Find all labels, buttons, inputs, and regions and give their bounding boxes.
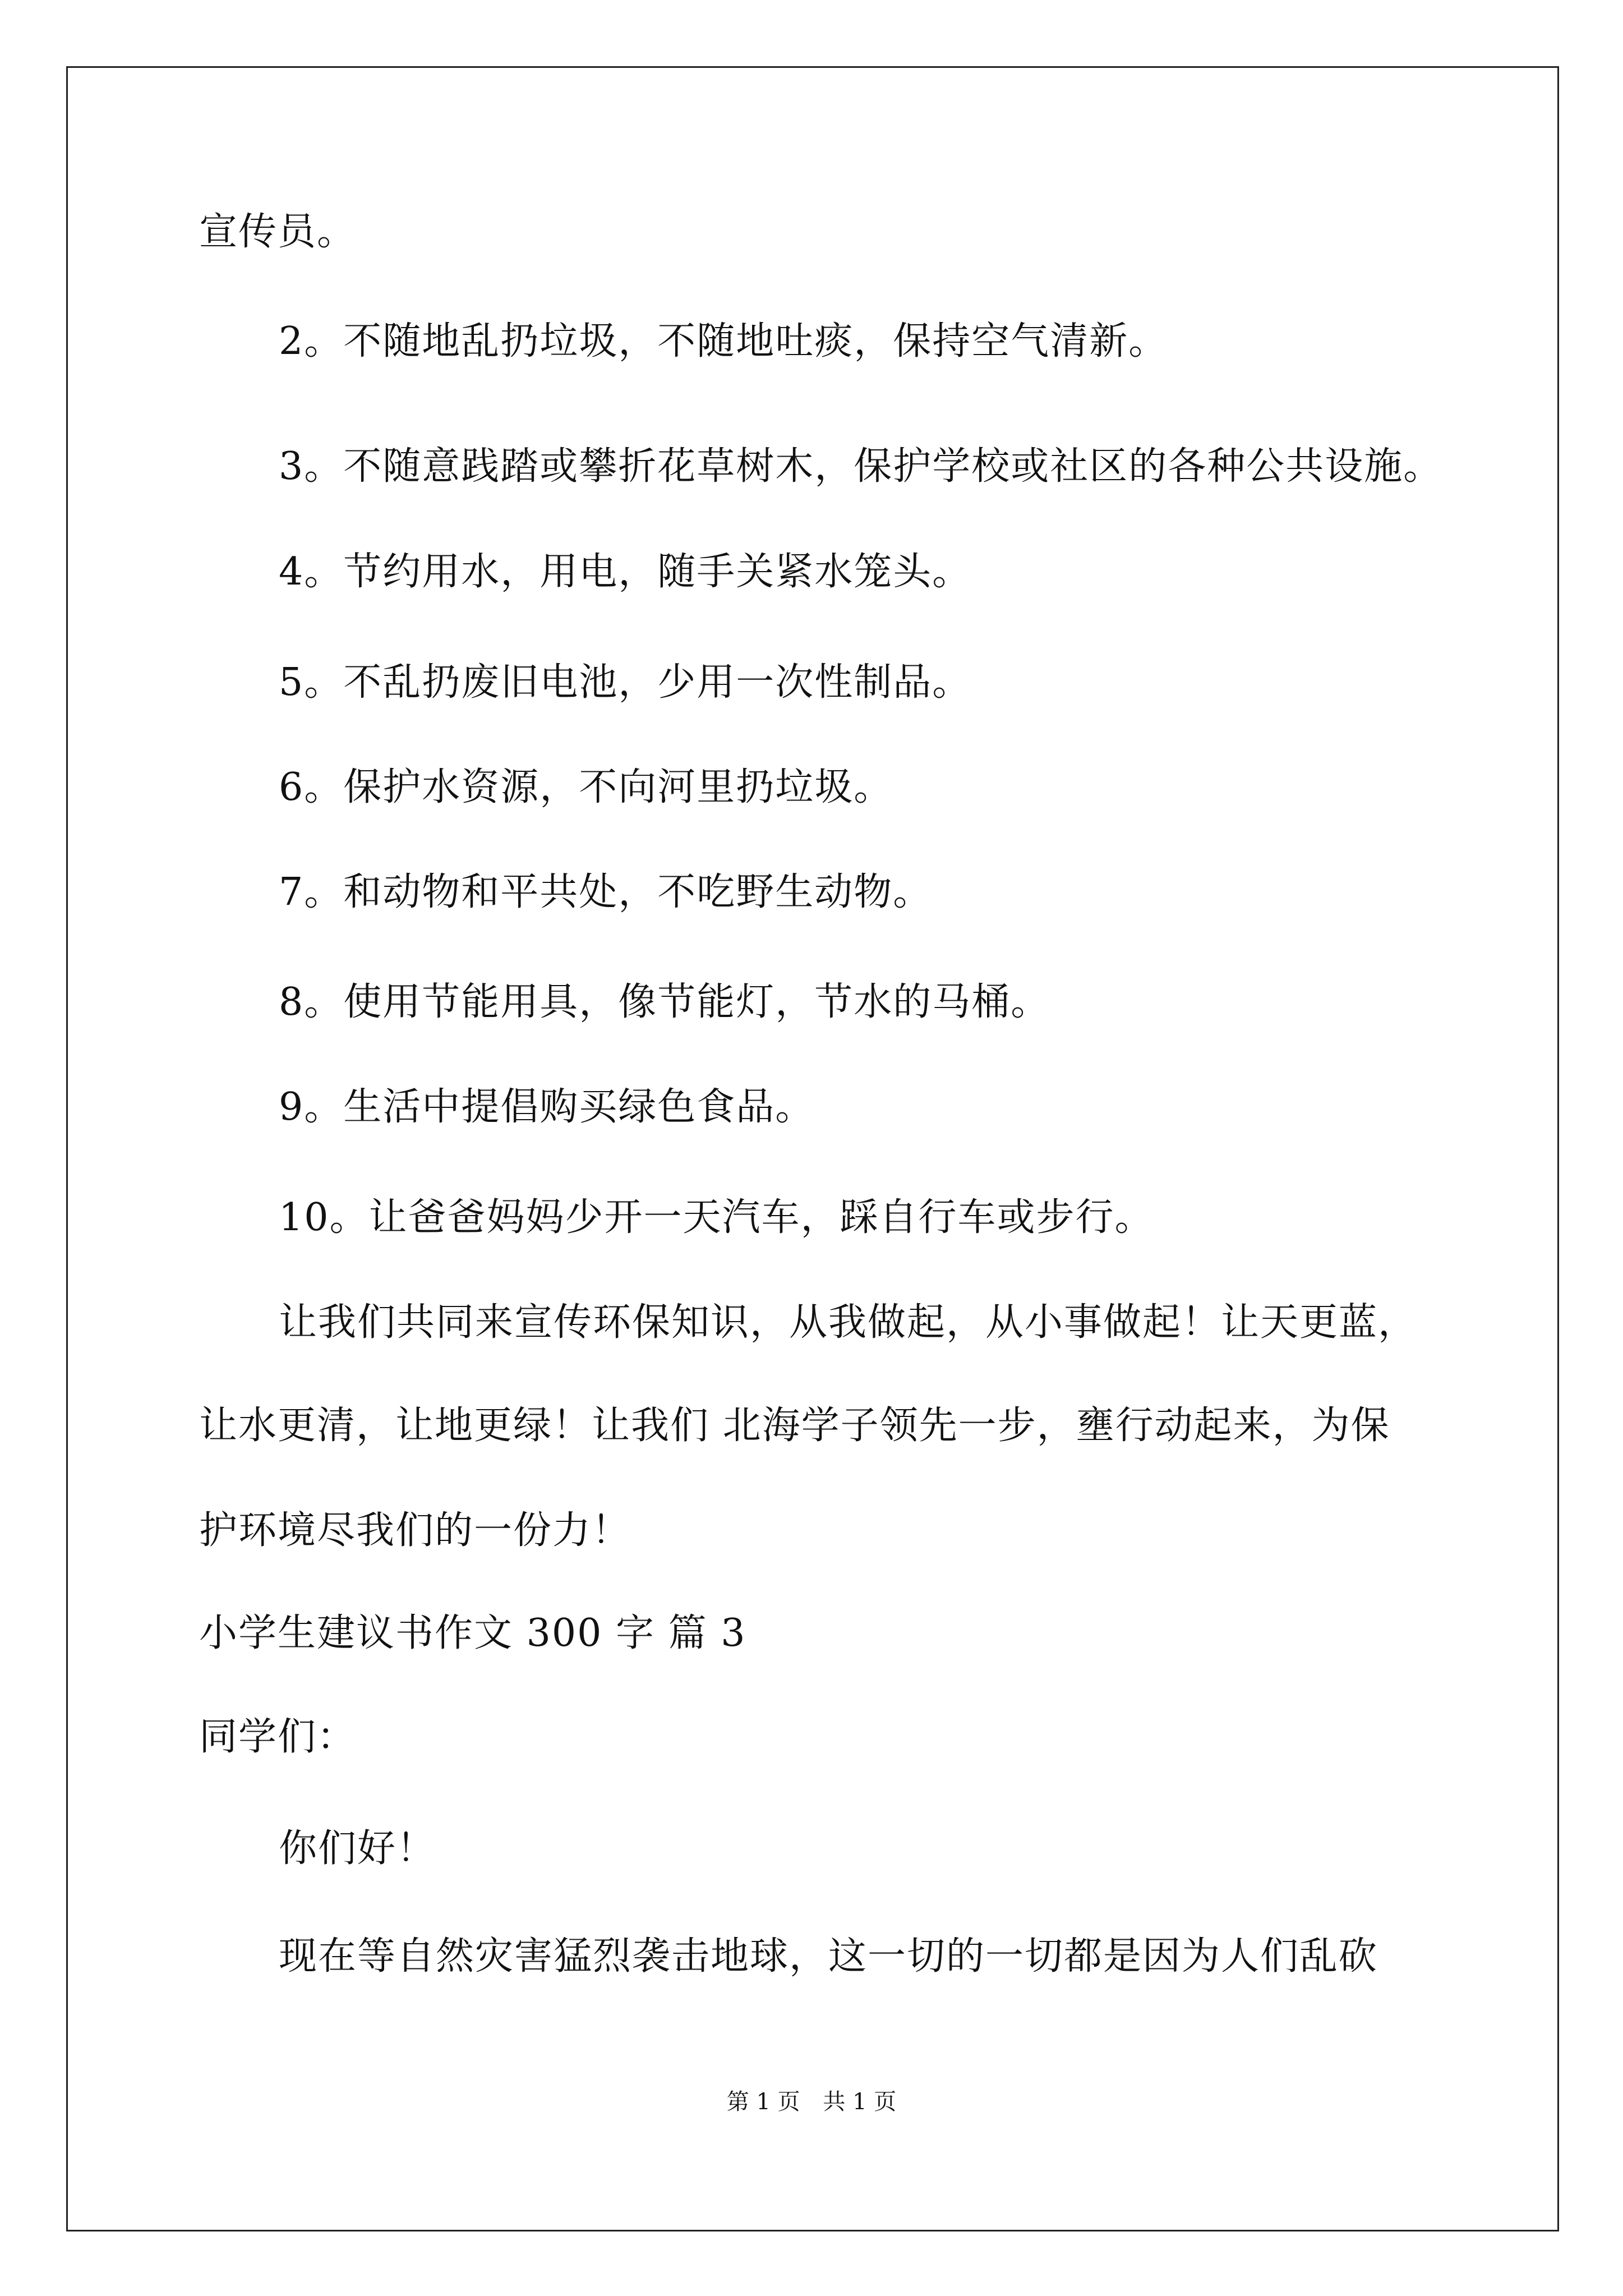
page-number: 第 1 页 bbox=[726, 2089, 800, 2115]
text-line: 7。和动物和平共处，不吃野生动物。 bbox=[279, 870, 933, 914]
page-footer bbox=[0, 2088, 1623, 2116]
text-line: 现在等自然灾害猛烈袭击地球，这一切的一切都是因为人们乱砍 bbox=[279, 1934, 1378, 1978]
text-line: 6。保护水资源，不向河里扔垃圾。 bbox=[279, 765, 893, 809]
greeting: 你们好！ bbox=[279, 1826, 436, 1871]
text-line: 2。不随地乱扔垃圾，不随地吐痰，保持空气清新。 bbox=[279, 319, 1168, 364]
page-total: 共 1 页 bbox=[823, 2089, 897, 2115]
page-border bbox=[66, 66, 1559, 2231]
salutation: 同学们： bbox=[199, 1715, 357, 1759]
text-line: 5。不乱扔废旧电池，少用一次性制品。 bbox=[279, 660, 972, 705]
text-line: 护环境尽我们的一份力！ bbox=[199, 1508, 631, 1553]
text-line: 宣传员。 bbox=[199, 210, 357, 254]
text-line: 8。使用节能用具，像节能灯，节水的马桶。 bbox=[279, 980, 1050, 1024]
text-line: 10。让爸爸妈妈少开一天汽车，踩自行车或步行。 bbox=[279, 1195, 1154, 1240]
text-line: 让水更清，让地更绿！让我们 北海学子领先一步，壅行动起来，为保 bbox=[199, 1404, 1390, 1448]
text-line: 9。生活中提倡购买绿色食品。 bbox=[279, 1085, 815, 1129]
text-line: 3。不随意践踏或攀折花草树木，保护学校或社区的各种公共设施。 bbox=[279, 444, 1443, 489]
text-line: 让我们共同来宣传环保知识，从我做起，从小事做起！让天更蓝， bbox=[279, 1300, 1418, 1345]
section-heading: 小学生建议书作文 300 字 篇 3 bbox=[199, 1611, 746, 1655]
text-line: 4。节约用水，用电，随手关紧水笼头。 bbox=[279, 550, 972, 594]
